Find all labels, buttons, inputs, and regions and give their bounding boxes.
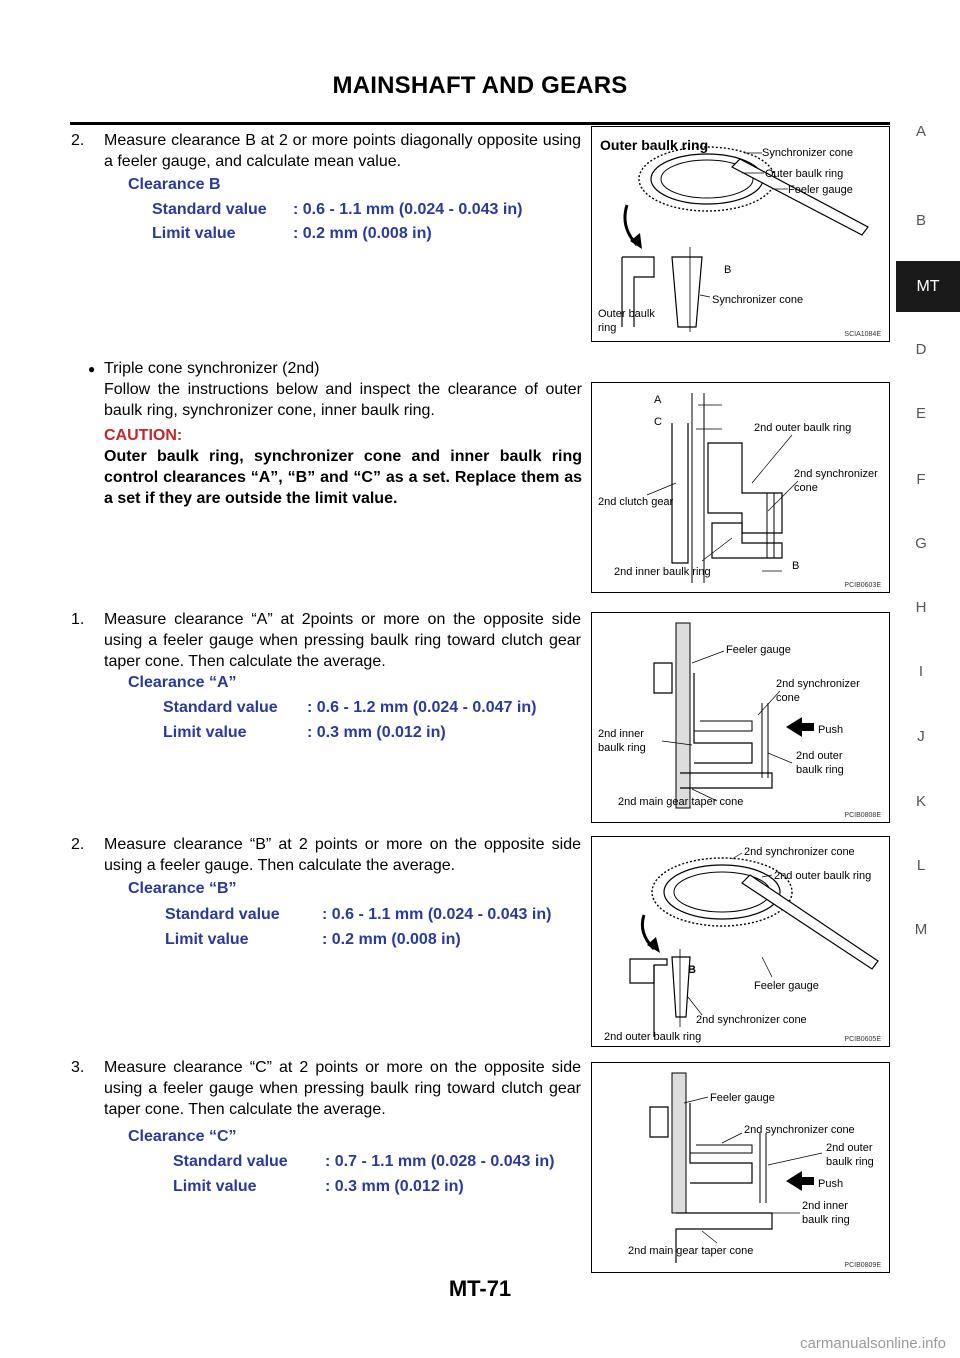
fig5-label-outer-ring: baulk ring [826,1156,874,1168]
fig2-label-cone: cone [794,482,818,494]
fig5-label-feeler: Feeler gauge [710,1092,775,1104]
fig4-label-b: B [688,964,696,976]
bullet-icon: ● [88,362,96,376]
spec-limit-value: : 0.3 mm (0.012 in) [307,724,446,741]
step-text: Measure clearance “C” at 2 points or more on the opposite side using a feeler gauge when pressing baulk ring toward clutch gear taper cone. Then calculate the average. [104,1059,581,1118]
spec-limit-row [163,724,446,742]
step-text: Measure clearance “A” at 2points or more on the opposite side using a feeler gauge when pressing baulk ring toward clutch gear taper cone. Then calculate the average. [104,611,581,670]
side-index-m[interactable]: M [914,921,928,938]
fig2-label-clutch-gear: 2nd clutch gear [598,496,674,508]
side-index-l[interactable]: L [916,857,926,874]
figure-clearance-a-drawing [592,613,891,824]
fig1-label-feeler: Feeler gauge [788,184,853,196]
fig3-feeler-gauge [676,623,690,808]
side-index-i[interactable]: I [918,663,924,680]
spec-limit-value: : 0.2 mm (0.008 in) [322,931,461,948]
side-index-k[interactable]: K [915,793,926,810]
side-index-b[interactable]: B [915,212,926,229]
spec-limit-row [165,931,461,949]
fig2-outer-ring [708,443,782,533]
fig1-label-ring: ring [598,322,617,334]
fig4-code: PCIB0605E [844,1036,881,1043]
fig1-label-outer-ring: Outer baulk ring [765,168,844,180]
fig5-label-outer: 2nd outer [826,1142,873,1154]
side-index-a[interactable]: A [915,123,926,140]
fig5-label-sync-cone: 2nd synchronizer cone [744,1124,855,1136]
fig1-label-sync-cone: Synchronizer cone [762,147,854,159]
spec-limit-label: Limit value [152,225,236,242]
spec-limit-value: : 0.2 mm (0.008 in) [293,225,432,242]
fig1-title: Outer baulk ring [600,137,709,153]
fig4-label-outer-ring: 2nd outer baulk ring [774,870,872,882]
side-index-e[interactable]: E [915,405,926,422]
step-number: 1. [71,611,85,628]
fig3-label-outer: 2nd outer [796,750,843,762]
fig3-label-inner-ring: baulk ring [598,742,646,754]
figure-outer-baulk-ring-drawing [592,127,891,343]
spec-standard-value: : 0.7 - 1.1 mm (0.028 - 0.043 in) [325,1153,555,1170]
page-number: MT-71 [448,1276,512,1301]
fig2-label-b: B [792,560,800,572]
fig3-label-cone: cone [776,692,800,704]
step-clearance-b-outer [71,130,581,172]
step-clearance-b [71,834,581,876]
fig2-label-c: C [654,416,662,428]
spec-title: Clearance “B” [128,880,237,897]
fig5-push-arrow [786,1171,814,1191]
side-index-f[interactable]: F [916,471,926,488]
caution-label: CAUTION: [104,427,183,444]
figure-clearance-c [591,1062,890,1273]
fig5-label-inner: 2nd inner [802,1200,848,1212]
fig3-label-outer-ring: baulk ring [796,764,844,776]
spec-standard-label: Standard value [173,1153,288,1170]
fig3-label-sync: 2nd synchronizer [776,678,860,690]
step-number: 2. [71,132,85,149]
fig5-feeler-gauge [672,1073,686,1213]
spec-limit-label: Limit value [163,724,247,741]
spec-limit-value: : 0.3 mm (0.012 in) [325,1178,464,1195]
side-index-g[interactable]: G [915,535,927,552]
spec-title: Clearance “C” [128,1128,237,1145]
fig3-label-taper-cone: 2nd main gear taper cone [618,796,744,808]
fig4-label-sync-cone-2: 2nd synchronizer cone [696,1014,807,1026]
fig5-label-push: Push [818,1178,844,1190]
spec-standard-label: Standard value [152,201,267,218]
figure-outer-baulk-ring [591,126,890,342]
figure-clearance-b [591,836,890,1047]
side-index-mt[interactable]: MT [896,261,960,312]
spec-standard-row [173,1153,554,1171]
caution-text: Outer baulk ring, synchronizer cone and inner baulk ring control clearances “A”, “B” and “C” as a set. Replace them as a set if they are outside the limit value. [104,448,582,507]
spec-limit-row [152,225,432,243]
fig1-label-b: B [724,264,732,276]
step-clearance-c [71,1057,581,1120]
fig3-label-feeler: Feeler gauge [726,644,791,656]
triple-cone-text: Follow the instructions below and inspect the clearance of outer baulk ring, synchronizer cone, inner baulk ring. [104,381,582,419]
fig4-label-sync-cone: 2nd synchronizer cone [744,846,855,858]
fig4-label-outer-ring-2: 2nd outer baulk ring [604,1031,702,1043]
page-title: MAINSHAFT AND GEARS [332,72,628,99]
spec-limit-label: Limit value [165,931,249,948]
spec-limit-row [173,1178,464,1196]
fig2-label-a: A [654,394,662,406]
watermark: carmanualsonline.info [800,1335,946,1352]
step-text: Measure clearance B at 2 or more points diagonally opposite using a feeler gauge, and calculate mean value. [104,132,581,170]
figure-clearance-c-drawing [592,1063,891,1274]
fig5-label-inner-ring: baulk ring [802,1214,850,1226]
header-rule [70,122,890,125]
fig1-cone-section [672,257,702,327]
fig3-sync-cone [762,703,768,778]
fig3-code: PCIB0808E [844,812,881,819]
fig4-label-feeler: Feeler gauge [754,980,819,992]
fig1-arrowhead [630,233,642,249]
fig3-ring [694,673,752,763]
side-index-d[interactable]: D [915,341,927,358]
fig2-label-inner-ring: 2nd inner baulk ring [614,566,711,578]
spec-standard-label: Standard value [163,699,278,716]
side-index-j[interactable]: J [917,728,925,745]
spec-standard-value: : 0.6 - 1.1 mm (0.024 - 0.043 in) [293,201,523,218]
spec-standard-row [152,201,522,219]
fig1-label-sync-cone-2: Synchronizer cone [712,294,804,306]
spec-title: Clearance B [128,176,221,193]
spec-title: Clearance “A” [128,674,237,691]
fig4-feeler-gauge [742,875,878,969]
step-clearance-a [71,609,581,672]
spec-standard-label: Standard value [165,906,280,923]
spec-standard-value: : 0.6 - 1.2 mm (0.024 - 0.047 in) [307,699,537,716]
spec-standard-row [163,699,536,717]
fig2-label-sync: 2nd synchronizer [794,468,878,480]
step-number: 3. [71,1059,85,1076]
step-text: Measure clearance “B” at 2 points or more on the opposite side using a feeler gauge. Then calculate the average. [104,836,581,874]
fig5-code: PCIB0809E [844,1262,881,1269]
figure-clearance-b-drawing [592,837,891,1048]
spec-standard-value: : 0.6 - 1.1 mm (0.024 - 0.043 in) [322,906,552,923]
spec-standard-row [165,906,551,924]
fig2-label-outer-ring: 2nd outer baulk ring [754,422,852,434]
fig1-ring-inner [651,154,763,204]
figure-clearance-a [591,612,890,823]
triple-cone-bullet [104,358,582,509]
figure-triple-cone [591,382,890,593]
fig3-label-push: Push [818,724,844,736]
side-index-h[interactable]: H [915,599,927,616]
fig1-code: SCIA1084E [844,331,881,338]
fig3-push-arrow [786,717,814,737]
fig3-label-inner: 2nd inner [598,728,644,740]
spec-limit-label: Limit value [173,1178,257,1195]
bullet-text: Triple cone synchronizer (2nd) [104,360,320,377]
figure-triple-cone-drawing [592,383,891,594]
step-number: 2. [71,836,85,853]
fig2-code: PCIB0603E [844,582,881,589]
fig2-clutch-gear [672,423,688,563]
fig5-label-taper-cone: 2nd main gear taper cone [628,1245,754,1257]
fig1-label-outer-baulk: Outer baulk [598,308,655,320]
